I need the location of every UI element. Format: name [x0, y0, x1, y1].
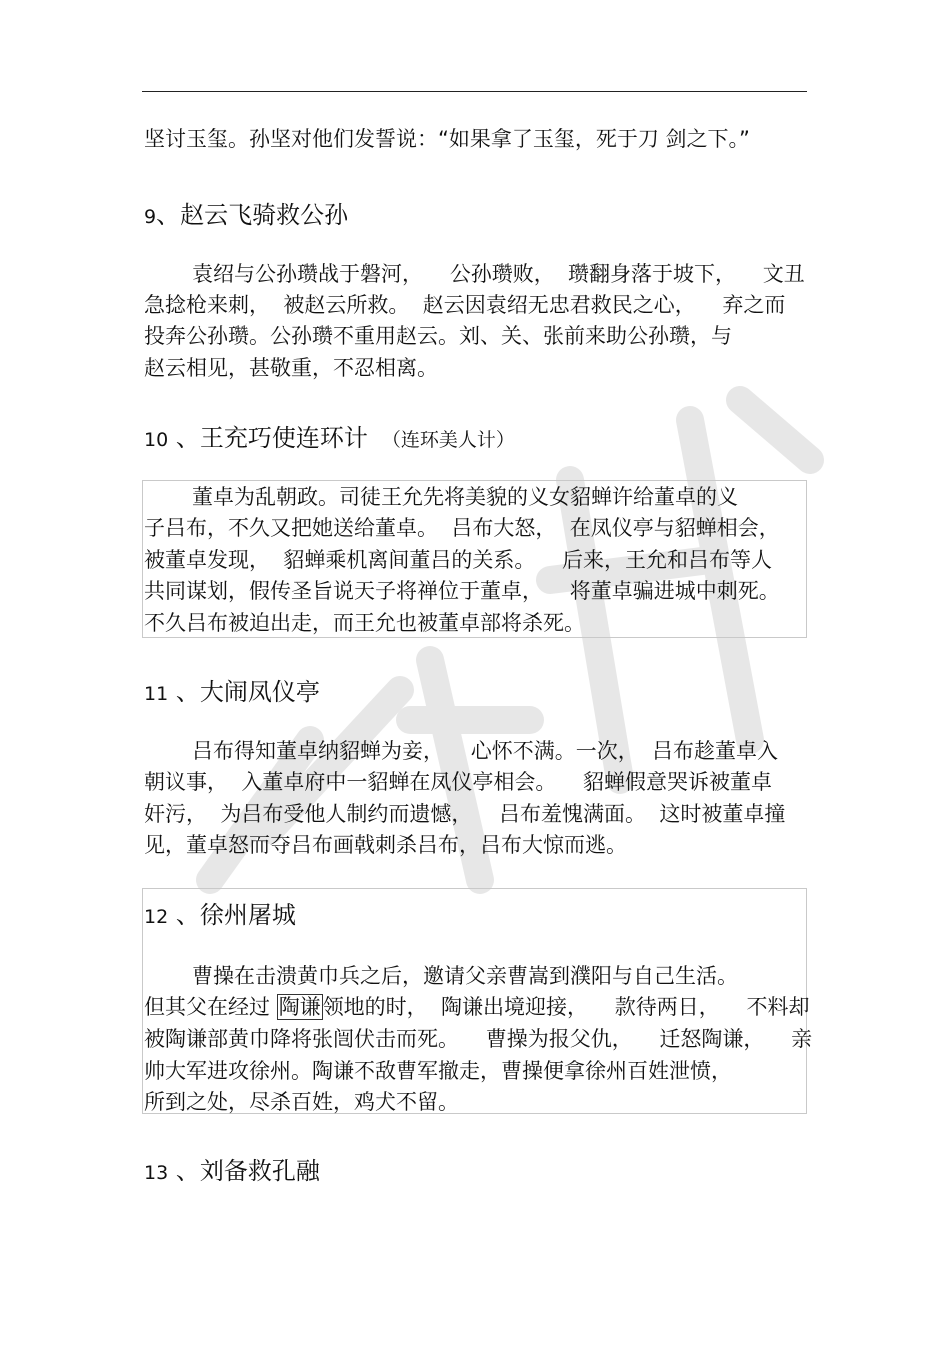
- section-title: 、徐州屠城: [168, 901, 296, 929]
- section-10-heading: [144, 421, 515, 457]
- section-13-heading: [144, 1154, 320, 1190]
- section-number: 13: [144, 1162, 169, 1184]
- section-title: 、王充巧使连环计: [168, 424, 368, 452]
- section-12-line: 所到之处，尽杀百姓，鸡犬不留。: [144, 1090, 459, 1114]
- section-11-line: 吕布得知董卓纳貂蝉为妾， 心怀不满。一次， 吕布趁董卓入: [192, 739, 779, 763]
- section-number: 9: [144, 206, 157, 228]
- section-title: 、刘备救孔融: [168, 1157, 320, 1185]
- section-number: 10: [144, 429, 169, 451]
- section-11-line: 朝议事， 入董卓府中一貂蝉在凤仪亭相会。 貂蝉假意哭诉被董卓: [144, 770, 773, 794]
- section-9-line: 急捻枪来刺， 被赵云所救。 赵云因袁绍无忠君救民之心， 弃之而: [144, 293, 786, 317]
- section-title: 、赵云飞骑救公孙: [156, 201, 349, 229]
- intro-line: 坚讨玉玺。孙坚对他们发誓说：“如果拿了玉玺，死于刀 剑之下。”: [144, 127, 750, 151]
- section-10-line: 子吕布，不久又把她送给董卓。 吕布大怒， 在凤仪亭与貂蝉相会，: [144, 516, 780, 540]
- section-10-line: 共同谋划，假传圣旨说天子将禅位于董卓， 将董卓骗进城中刺死。: [144, 579, 780, 603]
- section-10-line: 被董卓发现， 貂蝉乘机离间董吕的关系。 后来，王允和吕布等人: [144, 548, 773, 572]
- section-subtitle: （连环美人计）: [381, 429, 515, 451]
- section-number: 12: [144, 906, 169, 928]
- section-number: 11: [144, 683, 169, 705]
- section-10-line: 董卓为乱朝政。司徒王允先将美貌的义女貂蝉许给董卓的义: [192, 485, 738, 509]
- section-11-line: 奸污， 为吕布受他人制约而遗憾， 吕布羞愧满面。 这时被董卓撞: [144, 802, 786, 826]
- section-11-heading: [144, 675, 320, 711]
- section-9-heading: [144, 198, 348, 234]
- section-9-line: 袁绍与公孙瓒战于磐河， 公孙瓒败， 瓒翻身落于坡下， 文丑: [192, 262, 805, 286]
- header-rule: [142, 91, 807, 92]
- boxed-word: 陶谦: [278, 995, 321, 1019]
- section-12-line: 曹操在击溃黄巾兵之后，邀请父亲曹嵩到濮阳与自己生活。: [192, 964, 738, 988]
- section-title: 、大闹凤仪亭: [168, 678, 320, 706]
- section-12-line: 帅大军进攻徐州。陶谦不敌曹军撤走，曹操便拿徐州百姓泄愤，: [144, 1059, 732, 1083]
- section-12-line-with-boxed-word: [144, 992, 809, 1022]
- section-9-line: 投奔公孙瓒。公孙瓒不重用赵云。刘、关、张前来助公孙瓒，与: [144, 324, 732, 348]
- section-10-line: 不久吕布被迫出走，而王允也被董卓部将杀死。: [144, 611, 585, 635]
- section-9-line: 赵云相见，甚敬重，不忍相离。: [144, 356, 438, 380]
- line-text: 但其父在经过: [144, 995, 270, 1019]
- line-text: 领地的时， 陶谦出境迎接， 款待两日， 不料却: [322, 995, 810, 1019]
- section-12-heading: [144, 898, 296, 934]
- section-12-line: 被陶谦部黄巾降将张闿伏击而死。 曹操为报父仇， 迁怒陶谦， 亲: [144, 1027, 813, 1051]
- section-11-line: 见，董卓怒而夺吕布画戟刺杀吕布，吕布大惊而逃。: [144, 833, 627, 857]
